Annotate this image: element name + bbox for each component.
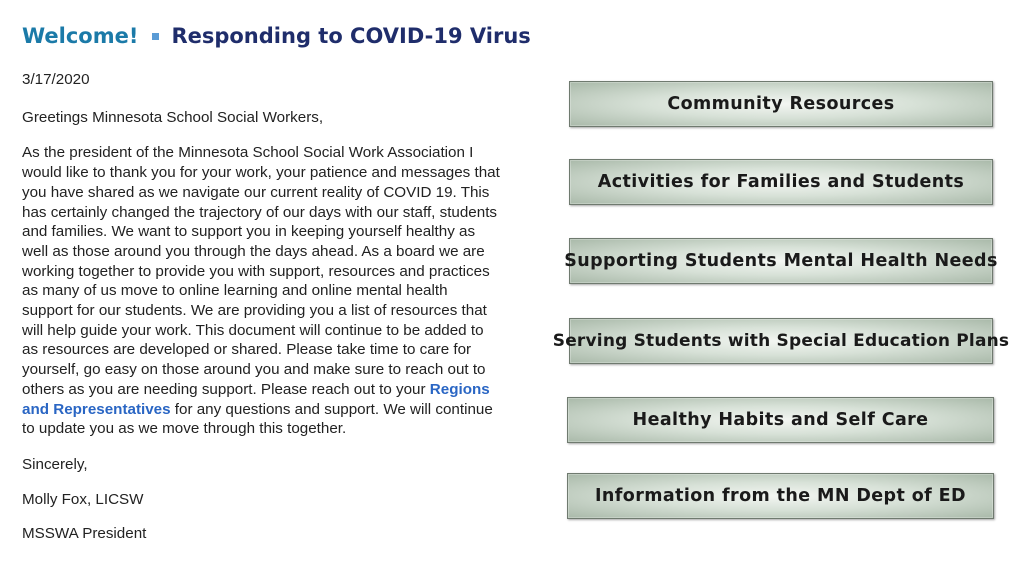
mn-dept-of-ed-button[interactable]: Information from the MN Dept of ED bbox=[567, 473, 994, 519]
letter-date: 3/17/2020 bbox=[22, 71, 90, 88]
page-title: Responding to COVID-19 Virus bbox=[171, 24, 531, 48]
square-bullet-icon bbox=[152, 33, 159, 40]
letter-closing: Sincerely, bbox=[22, 455, 88, 473]
letter-body-text: As the president of the Minnesota School Social Work Association I would like to thank you for your work, your patience and messages that you have shared as we navigate our current reality of COVID 19. This has certainly changed the trajectory of our days with our staff, students and families. We want to support you in keeping yourself healthy as well as those around you through the days ahead. As a board we are working together to provide you with support, resources and practices as many of us move to online learning and online mental health support for our students. We are providing you a list of resources that will help guide your work. This document will continue to be added to as resources are developed or shared. Please take time to care for yourself, go easy on those around you and make sure to reach out to others as you are needing support. Please reach out to your bbox=[22, 144, 500, 398]
letter-body bbox=[22, 143, 500, 439]
welcome-heading: Welcome! bbox=[22, 24, 139, 48]
mental-health-needs-button[interactable]: Supporting Students Mental Health Needs bbox=[569, 238, 993, 284]
special-education-plans-button[interactable]: Serving Students with Special Education Plans bbox=[569, 318, 993, 364]
regions-representatives-link[interactable]: Regions and Representatives bbox=[22, 380, 490, 418]
community-resources-button[interactable]: Community Resources bbox=[569, 81, 993, 127]
letter-greeting: Greetings Minnesota School Social Workers, bbox=[22, 108, 324, 126]
letter-signer-title: MSSWA President bbox=[22, 525, 147, 543]
page-header bbox=[22, 24, 531, 48]
activities-families-students-button[interactable]: Activities for Families and Students bbox=[569, 159, 993, 205]
letter-body-text-end: for any questions and support. We will continue to update you as we move through this together. bbox=[22, 400, 493, 438]
healthy-habits-self-care-button[interactable]: Healthy Habits and Self Care bbox=[567, 397, 994, 443]
letter-signer: Molly Fox, LICSW bbox=[22, 490, 144, 508]
letter-content bbox=[22, 70, 500, 544]
